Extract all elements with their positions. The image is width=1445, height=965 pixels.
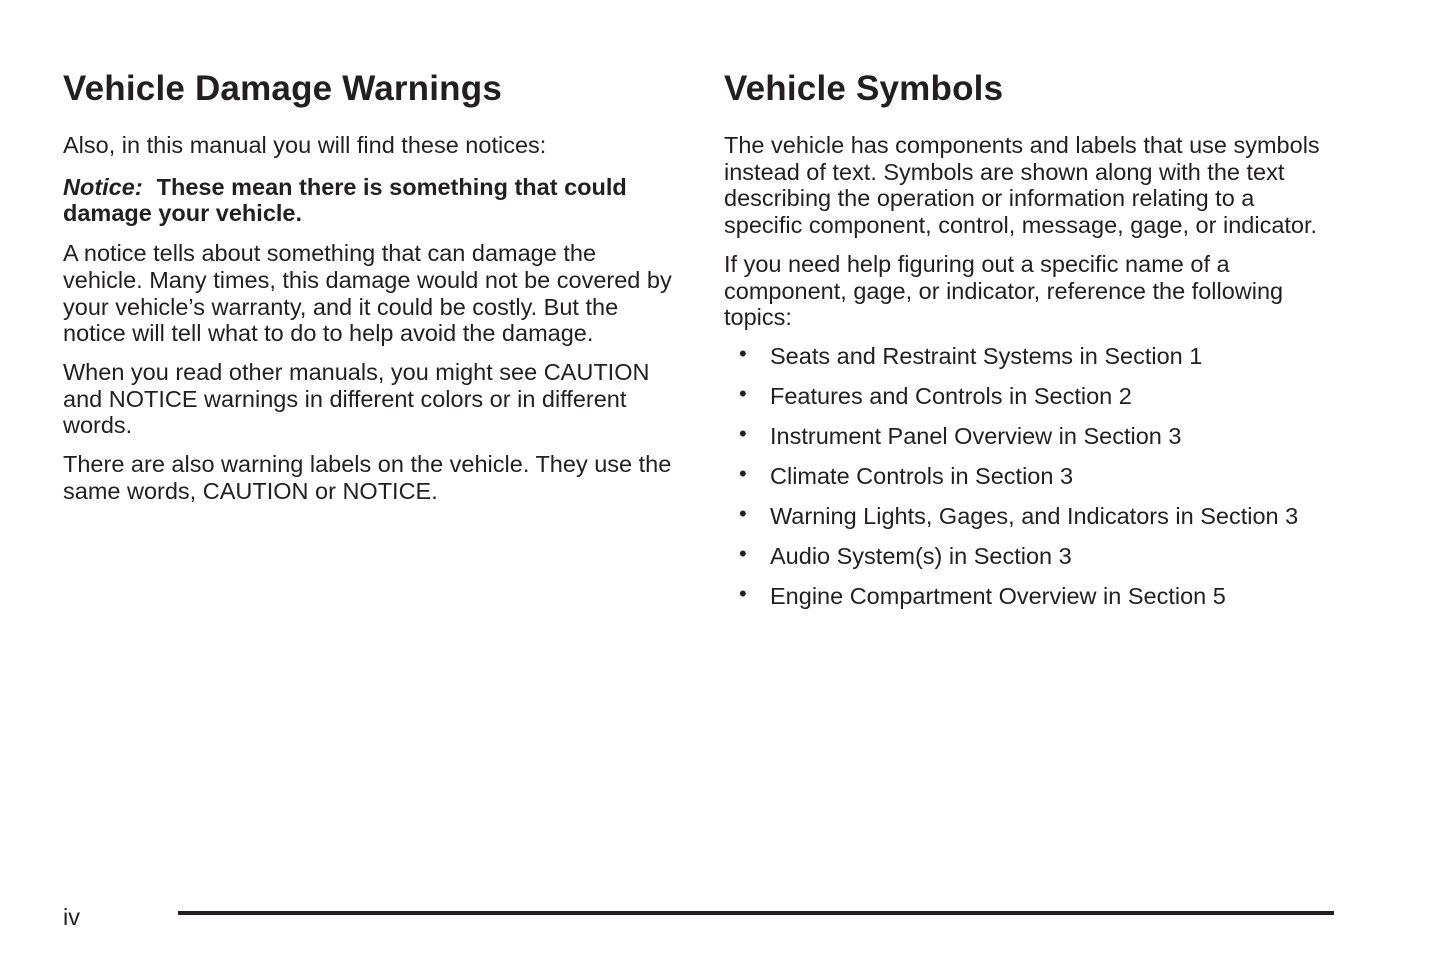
section-heading: Vehicle Symbols (724, 69, 1004, 108)
topic-text: Audio System(s) in Section 3 (770, 542, 1072, 569)
list-item (724, 420, 1339, 450)
list-item (724, 460, 1339, 490)
body-paragraph: A notice tells about something that can damage the vehicle. Many times, this damage would not be covered by your vehicle’s warranty, and it could be costly. But the notice will tell what to do to help avoid the damage. (63, 240, 672, 347)
body-paragraph: There are also warning labels on the vehicle. They use the same words, CAUTION or NOTICE. (63, 451, 672, 504)
section-heading: Vehicle Damage Warnings (63, 69, 503, 108)
topic-text: Instrument Panel Overview in Section 3 (770, 422, 1182, 449)
vehicle-symbols-section (724, 68, 1339, 623)
bullet-icon: • (739, 500, 747, 526)
topic-text: Engine Compartment Overview in Section 5 (770, 582, 1226, 609)
bullet-icon: • (739, 460, 747, 486)
bullet-icon: • (739, 380, 747, 406)
bullet-icon: • (739, 580, 747, 606)
bullet-icon: • (739, 540, 747, 566)
list-item (724, 380, 1339, 410)
bullet-icon: • (739, 420, 747, 446)
bullet-icon: • (739, 340, 747, 366)
body-paragraph: If you need help figuring out a specific name of a component, gage, or indicator, reference the following topics: (724, 250, 1284, 331)
notice-text: These mean there is something that could damage your vehicle. (63, 173, 627, 227)
list-item (724, 340, 1339, 370)
page-number: iv (63, 904, 80, 930)
topic-text: Seats and Restraint Systems in Section 1 (770, 342, 1203, 369)
notice-block (63, 174, 678, 227)
list-item (724, 500, 1339, 530)
list-item (724, 540, 1339, 570)
body-paragraph: When you read other manuals, you might see CAUTION and NOTICE warnings in different colors or in different words. (63, 358, 650, 439)
vehicle-damage-warnings-section (63, 68, 678, 516)
list-item (724, 580, 1339, 610)
notice-label: Notice: (63, 173, 143, 200)
topic-text: Warning Lights, Gages, and Indicators in Section 3 (770, 502, 1299, 529)
footer-divider (178, 911, 1334, 915)
intro-paragraph: Also, in this manual you will find these notices: (63, 132, 547, 158)
topic-text: Features and Controls in Section 2 (770, 382, 1132, 409)
body-paragraph: The vehicle has components and labels that use symbols instead of text. Symbols are shown along with the text describing the operation or information relating to a specific component, control, message, gage, or indicator. (724, 132, 1320, 239)
topic-text: Climate Controls in Section 3 (770, 462, 1074, 489)
topics-list (724, 340, 1339, 610)
